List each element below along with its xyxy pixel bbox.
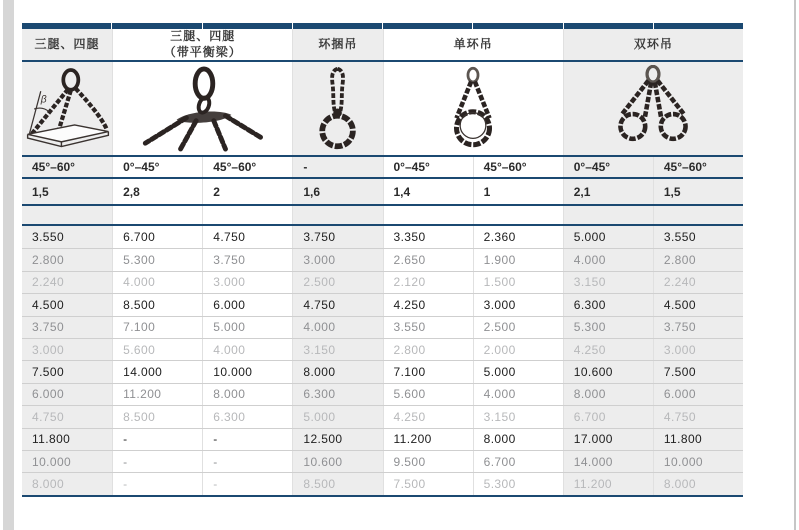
spacer-cell <box>292 206 382 224</box>
capacity-cell: 8.000 <box>563 384 653 405</box>
capacity-row <box>22 383 743 405</box>
capacity-cell: 6.700 <box>563 406 653 427</box>
capacity-cell: 3.150 <box>292 339 382 360</box>
capacity-row <box>22 338 743 360</box>
single-loop-sling-icon <box>383 62 563 155</box>
page-left-strip <box>3 0 14 530</box>
capacity-cell: 8.000 <box>22 473 112 494</box>
capacity-cell: 2.240 <box>653 272 743 293</box>
capacity-cell: 4.000 <box>292 317 382 338</box>
capacity-row <box>22 316 743 338</box>
group-header-three-four-leg <box>22 29 112 60</box>
capacity-row <box>22 450 743 472</box>
capacity-cell: 7.500 <box>383 473 473 494</box>
capacity-cell: - <box>202 429 292 450</box>
capacity-cell: 11.200 <box>383 429 473 450</box>
capacity-cell: - <box>112 451 202 472</box>
capacity-cell: 3.750 <box>202 249 292 270</box>
capacity-cell: 5.000 <box>292 406 382 427</box>
capacity-row <box>22 226 743 248</box>
capacity-cell: 4.750 <box>292 294 382 315</box>
capacity-cell: - <box>112 473 202 494</box>
sling-capacity-table <box>22 23 743 497</box>
capacity-cell: 4.750 <box>202 226 292 248</box>
spacer-row <box>22 206 743 226</box>
balance-beam-sling-icon <box>112 62 292 155</box>
capacity-cell: 6.000 <box>653 384 743 405</box>
capacity-cell: 4.750 <box>22 406 112 427</box>
capacity-cell: 4.750 <box>653 406 743 427</box>
factor-cell: 1,4 <box>383 179 473 204</box>
factor-cell: 2 <box>202 179 292 204</box>
capacity-cell: 3.150 <box>473 406 563 427</box>
capacity-cell: 5.000 <box>563 226 653 248</box>
factor-cell: 2,1 <box>563 179 653 204</box>
capacity-cell: 5.600 <box>112 339 202 360</box>
spacer-cell <box>383 206 473 224</box>
double-loop-sling-icon <box>563 62 743 155</box>
spacer-cell <box>563 206 653 224</box>
group-header-choke-hitch <box>292 29 382 60</box>
load-factor-row <box>22 179 743 206</box>
capacity-cell: 8.500 <box>292 473 382 494</box>
capacity-cell: 5.300 <box>473 473 563 494</box>
group-label: 双环吊 <box>633 36 673 51</box>
capacity-cell: 3.550 <box>653 226 743 248</box>
capacity-cell: 3.350 <box>383 226 473 248</box>
spacer-cell <box>653 206 743 224</box>
capacity-row <box>22 428 743 450</box>
group-label: 三腿、四腿 <box>34 36 100 51</box>
capacity-cell: 4.000 <box>112 272 202 293</box>
capacity-cell: 3.000 <box>22 339 112 360</box>
capacity-cell: 11.200 <box>563 473 653 494</box>
capacity-cell: 3.000 <box>473 294 563 315</box>
capacity-cell: 8.000 <box>292 361 382 382</box>
capacity-cell: 3.750 <box>22 317 112 338</box>
capacity-cell: 11.200 <box>112 384 202 405</box>
capacity-cell: 6.300 <box>202 406 292 427</box>
capacity-cell: 5.000 <box>202 317 292 338</box>
capacity-cell: 2.500 <box>292 272 382 293</box>
capacity-cell: 5.300 <box>112 249 202 270</box>
three-four-leg-sling-icon <box>22 62 112 155</box>
capacity-cell: 7.100 <box>112 317 202 338</box>
illustration-row <box>22 62 743 157</box>
capacity-cell: 2.650 <box>383 249 473 270</box>
capacity-cell: 8.500 <box>112 406 202 427</box>
factor-cell: 1,6 <box>292 179 382 204</box>
group-header-double-loop <box>563 29 743 60</box>
capacity-cell: 7.500 <box>22 361 112 382</box>
factor-cell: 1,5 <box>653 179 743 204</box>
capacity-cell: 6.700 <box>473 451 563 472</box>
capacity-cell: 2.800 <box>653 249 743 270</box>
capacity-cell: 9.500 <box>383 451 473 472</box>
capacity-cell: 8.000 <box>653 473 743 494</box>
capacity-cell: 3.550 <box>22 226 112 248</box>
spacer-cell <box>22 206 112 224</box>
group-header-single-loop <box>383 29 563 60</box>
capacity-row <box>22 293 743 315</box>
capacity-cell: - <box>202 451 292 472</box>
capacity-cell: 2.240 <box>22 272 112 293</box>
choke-hitch-sling-icon <box>292 62 382 155</box>
beta-angle-label: β <box>40 93 47 105</box>
group-label: 三腿、四腿 <box>170 29 236 43</box>
capacity-cell: 1.500 <box>473 272 563 293</box>
angle-cell: 0°–45° <box>563 157 653 177</box>
capacity-cell: 5.300 <box>563 317 653 338</box>
factor-cell: 2,8 <box>112 179 202 204</box>
capacity-cell: 4.250 <box>383 294 473 315</box>
capacity-cell: 3.000 <box>202 272 292 293</box>
capacity-cell: 6.300 <box>292 384 382 405</box>
capacity-cell: 2.800 <box>22 249 112 270</box>
capacity-cell: 8.000 <box>473 429 563 450</box>
angle-cell: - <box>292 157 382 177</box>
angle-cell: 45°–60° <box>473 157 563 177</box>
factor-cell: 1,5 <box>22 179 112 204</box>
angle-cell: 0°–45° <box>112 157 202 177</box>
page-right-edge-line <box>794 0 796 530</box>
group-label: 单环吊 <box>453 36 493 51</box>
capacity-cell: 7.500 <box>653 361 743 382</box>
capacity-cell: 3.750 <box>653 317 743 338</box>
factor-cell: 1 <box>473 179 563 204</box>
capacity-cell: 6.300 <box>563 294 653 315</box>
spacer-cell <box>112 206 202 224</box>
capacity-cell: 2.360 <box>473 226 563 248</box>
capacity-cell: 3.000 <box>292 249 382 270</box>
capacity-cell: 14.000 <box>563 451 653 472</box>
capacity-cell: 4.250 <box>383 406 473 427</box>
angle-cell: 0°–45° <box>383 157 473 177</box>
capacity-cell: - <box>202 473 292 494</box>
angle-cell: 45°–60° <box>202 157 292 177</box>
capacity-cell: 3.150 <box>563 272 653 293</box>
group-header-row <box>22 29 743 62</box>
capacity-cell: 2.000 <box>473 339 563 360</box>
capacity-cell: 17.000 <box>563 429 653 450</box>
angle-cell: 45°–60° <box>22 157 112 177</box>
capacity-cell: 10.000 <box>202 361 292 382</box>
capacity-data-rows <box>22 226 743 497</box>
capacity-cell: 4.500 <box>653 294 743 315</box>
capacity-cell: 2.500 <box>473 317 563 338</box>
capacity-row <box>22 360 743 382</box>
capacity-row <box>22 405 743 427</box>
capacity-cell: 10.000 <box>653 451 743 472</box>
capacity-cell: 3.750 <box>292 226 382 248</box>
angle-cell: 45°–60° <box>653 157 743 177</box>
capacity-row <box>22 472 743 494</box>
capacity-cell: 6.000 <box>22 384 112 405</box>
capacity-cell: 4.500 <box>22 294 112 315</box>
capacity-cell: 3.000 <box>653 339 743 360</box>
capacity-cell: 10.000 <box>22 451 112 472</box>
group-header-balance-beam <box>112 29 292 60</box>
capacity-cell: 11.800 <box>22 429 112 450</box>
capacity-cell: 7.100 <box>383 361 473 382</box>
spacer-cell <box>202 206 292 224</box>
capacity-cell: 2.120 <box>383 272 473 293</box>
capacity-cell: 6.000 <box>202 294 292 315</box>
capacity-cell: 1.900 <box>473 249 563 270</box>
capacity-cell: 4.000 <box>473 384 563 405</box>
capacity-cell: 11.800 <box>653 429 743 450</box>
capacity-row <box>22 248 743 270</box>
capacity-cell: 3.550 <box>383 317 473 338</box>
capacity-cell: 8.000 <box>202 384 292 405</box>
capacity-cell: 5.000 <box>473 361 563 382</box>
capacity-cell: 4.000 <box>563 249 653 270</box>
capacity-cell: 4.250 <box>563 339 653 360</box>
group-sublabel: （带平衡梁） <box>163 44 242 59</box>
group-label: 环捆吊 <box>318 36 358 51</box>
capacity-cell: 2.800 <box>383 339 473 360</box>
capacity-cell: 14.000 <box>112 361 202 382</box>
capacity-cell: 10.600 <box>563 361 653 382</box>
capacity-cell: 5.600 <box>383 384 473 405</box>
capacity-cell: 10.600 <box>292 451 382 472</box>
angle-row <box>22 157 743 179</box>
capacity-cell: - <box>112 429 202 450</box>
capacity-cell: 4.000 <box>202 339 292 360</box>
capacity-cell: 8.500 <box>112 294 202 315</box>
capacity-cell: 6.700 <box>112 226 202 248</box>
capacity-row <box>22 271 743 293</box>
spacer-cell <box>473 206 563 224</box>
capacity-cell: 12.500 <box>292 429 382 450</box>
